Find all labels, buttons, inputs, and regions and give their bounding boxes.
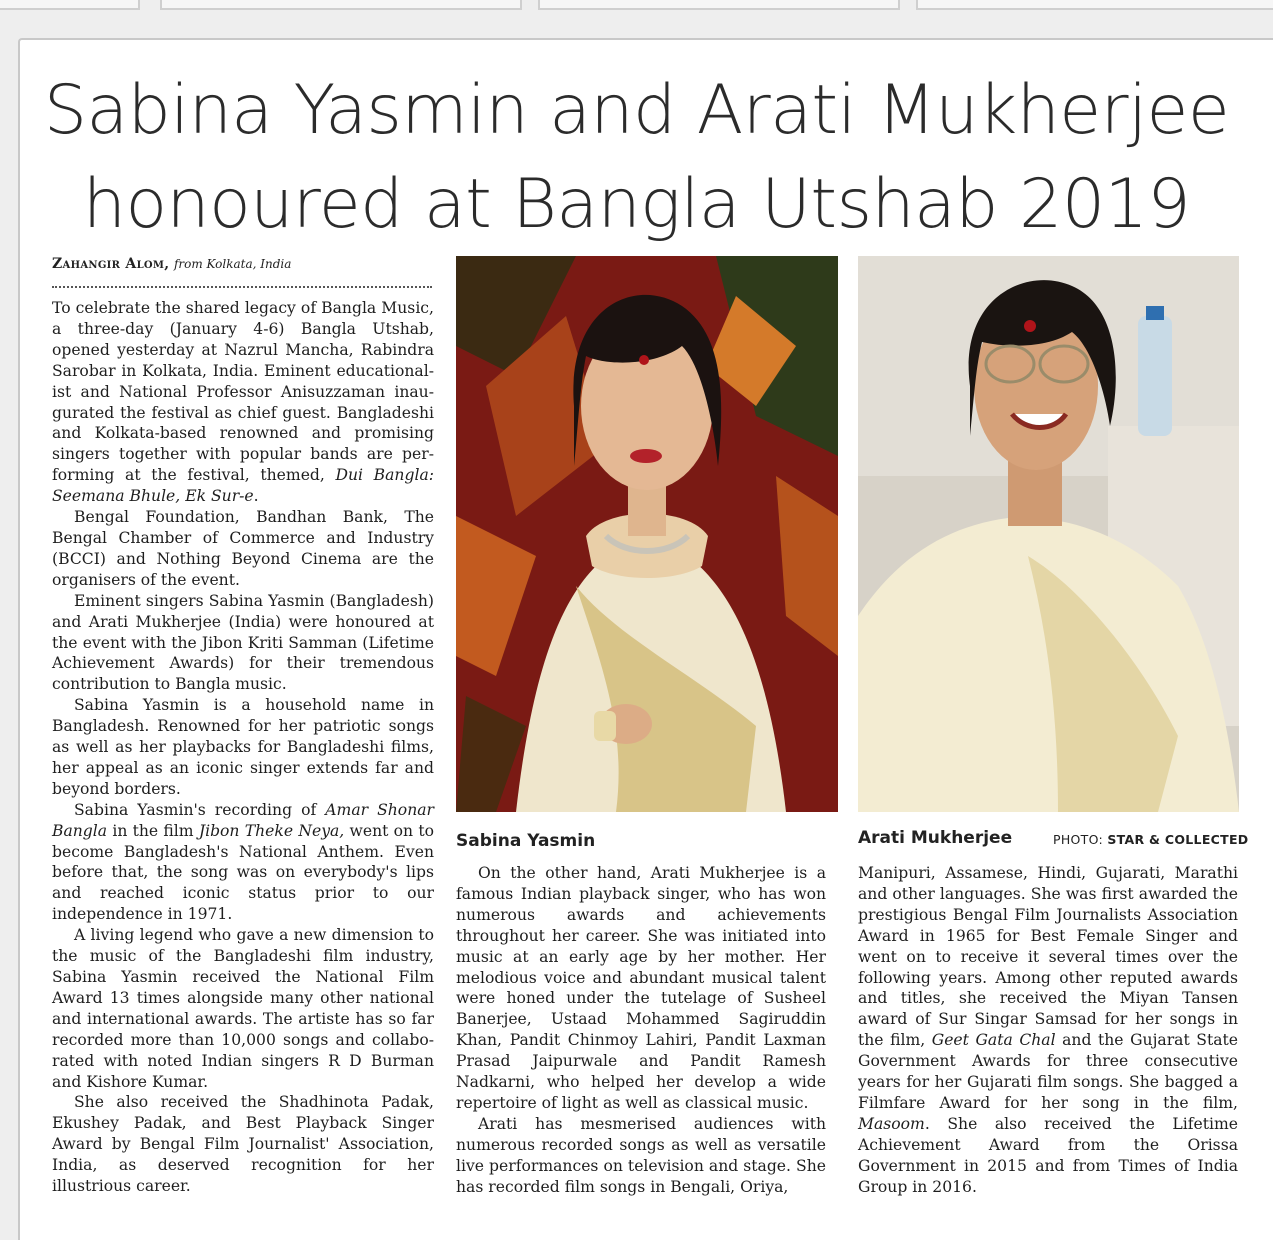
paragraph: She also received the Shadhinota Padak, Ekushey Padak, and Best Playback Singer Award by Bengal Film Journalist' Association, India, as deserved recognition for her illustrious career. (52, 1093, 434, 1196)
photo-sabina-yasmin (456, 256, 838, 812)
article-column-2 (456, 863, 826, 1198)
paragraph: On the other hand, Arati Mukherjee is a famous Indian playback singer, who has won numerous awards and achievements throughout her career. She was initiated into music at an early age by her mother. Her melodious voice and abundant musical talent were honed under the tutelage of Susheel Banerjee, Ustaad Mohammed Sagiruddin Khan, Pandit Chinmoy Lahiri, Pandit Laxman Prasad Jaipurwale and Pandit Ramesh Nadkarni, who helped her develop a wide repertoire of light as well as classical music. (456, 864, 826, 1112)
photo-credit: PHOTO: STAR & COLLECTED (1053, 832, 1249, 847)
paragraph: Manipuri, Assamese, Hindi, Gujarati, Marathi and other languages. She was first awarded the prestigious Bengal Film Journalists Association Award in 1965 for Best Female Singer and went on to receive it several times over the following years. Among other reputed awards and titles, she received the Miyan Tansen award of Sur Singar Samsad for her songs in the film, Geet Gata Chal and the Gujarat State Government Awards for three consecutive years for her Gujarati film songs. She bagged a Filmfare Award for her song in the film, Masoom. She also received the Lifetime Achievement Award from the Orissa Government in 2015 and from Times of India Group in 2016. (858, 864, 1238, 1196)
top-tab-2 (160, 0, 522, 10)
dateline: from Kolkata, India (173, 257, 292, 271)
caption-sabina-yasmin: Sabina Yasmin (456, 831, 596, 851)
byline-divider (52, 286, 432, 288)
photo-arati-mukherjee (858, 256, 1239, 812)
byline (52, 256, 432, 272)
headline-line-1: Sabina Yasmin and Arati Mukherjee (43, 71, 1230, 150)
paragraph: To celebrate the shared legacy of Bangla Music, a three-day (January 4-6) Bangla Utshab, opened yesterday at Nazrul Mancha, Rabindra Sarobar in Kolkata, India. Eminent educationalist and National Professor Anisuzzaman inaugurated the festival as chief guest. Bangladeshi and Kolkata-based renowned and promising singers together with popular bands are performing at the festival, themed, Dui Bangla: Seemana Bhule, Ek Sur-e. (52, 299, 434, 506)
paragraph: Eminent singers Sabina Yasmin (Bangladesh) and Arati Mukherjee (India) were honoured at the event with the Jibon Kriti Samman (Lifetime Achievement Awards) for their tremendous contribution to Bangla music. (52, 591, 434, 694)
headline (0, 64, 1273, 252)
caption-arati-mukherjee: Arati Mukherjee (858, 828, 1013, 848)
paragraph: Arati has mesmerised audiences with numerous recorded songs as well as versatile live performances on television and stage. She has recorded film songs in Bengali, Oriya, (456, 1114, 826, 1196)
headline-line-2: honoured at Bangla Utshab 2019 (82, 165, 1191, 244)
top-tab-1 (0, 0, 140, 10)
paragraph: Sabina Yasmin's recording of Amar Shonar Bangla in the film Jibon Theke Neya, went on to become Bangladesh's National Anthem. Even before that, the song was on everybody's lips and reached iconic status prior to our independence in 1971. (52, 800, 435, 924)
paragraph: A living legend who gave a new dimension to the music of the Bangladeshi film industry, Sabina Yasmin received the National Film Award 13 times alongside many other national and international awards. The artiste has so far recorded more than 10,000 songs and collaborated with noted Indian singers R D Burman and Kishore Kumar. (52, 926, 434, 1091)
top-tab-3 (538, 0, 900, 10)
author-name: Zahangir Alom, (52, 256, 170, 272)
article-column-3 (858, 863, 1238, 1198)
paragraph: Sabina Yasmin is a household name in Bangladesh. Renowned for her patriotic songs as well as her playbacks for Bangladeshi films, her appeal as an iconic singer extends far and beyond borders. (52, 696, 434, 798)
article-column-1 (52, 298, 434, 1197)
paragraph: Bengal Foundation, Bandhan Bank, The Bengal Chamber of Commerce and Industry (BCCI) and Nothing Beyond Cinema are the organisers of the event. (52, 508, 434, 589)
top-tab-4 (916, 0, 1273, 10)
